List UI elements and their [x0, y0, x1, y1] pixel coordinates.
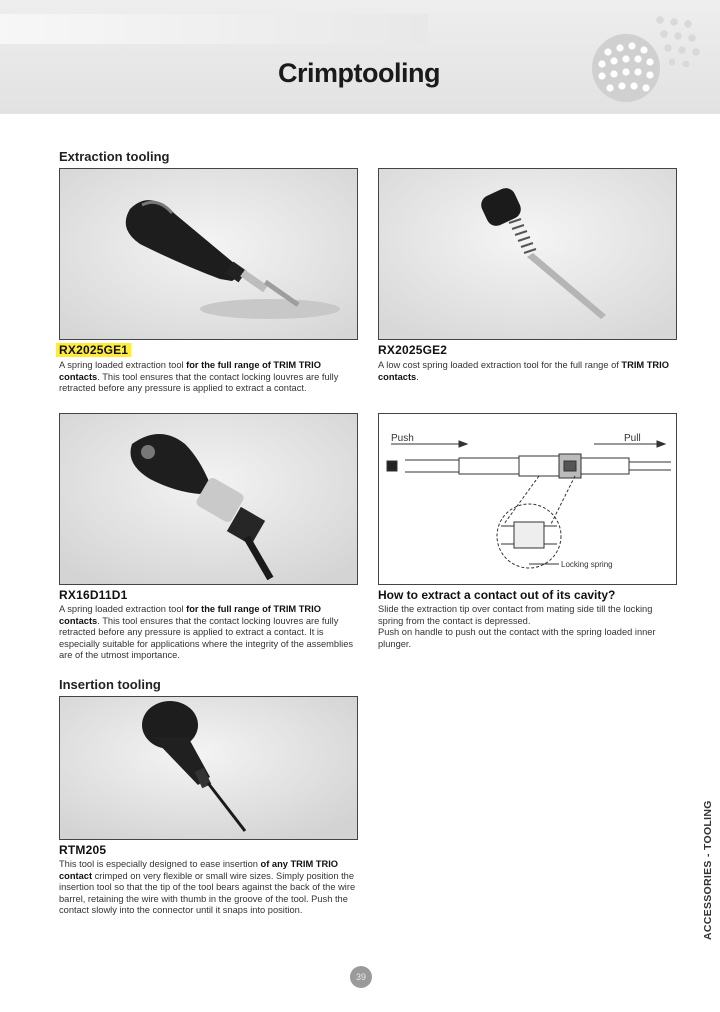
rx16d11d1-description: A spring loaded extraction tool for the full range of TRIM TRIO contacts. This tool ensures that the contact locking louvres are fully retracted before any pressure is applied to extract a contact. It is especially suitable for applications where the integrity of the assemblies are of the utmost importance.: [59, 604, 354, 661]
diagram-spring-label: Locking spring: [561, 560, 613, 569]
rx2025ge2-description: A low cost spring loaded extraction tool for the full range of TRIM TRIO contacts.: [378, 360, 669, 382]
extraction-diagram-drawing: [379, 414, 676, 584]
side-section-label: ACCESSORIES - TOOLING: [702, 800, 714, 940]
extraction-diagram: [378, 413, 677, 585]
howto-description: Slide the extraction tip over contact from mating side till the locking spring from the contact is depressed. Push on handle to push out the contact with the spring loaded inner plunger.: [378, 604, 656, 649]
diagram-push-label: Push: [391, 433, 414, 444]
header-strip: [0, 14, 428, 44]
rtm205-photo: [59, 696, 358, 840]
extraction-tooling-heading: Extraction tooling: [59, 149, 170, 164]
product-code-rx16d11d1: RX16D11D1: [59, 588, 128, 602]
product-code-rx2025ge1: RX2025GE1: [56, 343, 131, 357]
extraction-tool-image: [60, 169, 357, 339]
diagram-pull-label: Pull: [624, 433, 641, 444]
page-title: Crimptooling: [278, 58, 440, 88]
page-number: 39: [350, 966, 372, 988]
dotted-circle-logo: [584, 8, 714, 108]
howto-heading: How to extract a contact out of its cavity?: [378, 588, 616, 602]
rx2025ge2-photo: [378, 168, 677, 340]
insertion-tool-image: [60, 697, 357, 839]
product-code-rtm205: RTM205: [59, 843, 107, 857]
insertion-tooling-heading: Insertion tooling: [59, 677, 161, 692]
heavy-duty-extraction-tool-image: [60, 414, 357, 584]
rx16d11d1-photo: [59, 413, 358, 585]
rx2025ge1-photo: [59, 168, 358, 340]
product-code-rx2025ge2: RX2025GE2: [378, 343, 448, 357]
rtm205-description: This tool is especially designed to ease insertion of any TRIM TRIO contact crimped on very flexible or small wire sizes. Simply position the insertion tool so that the tip of the tool bears against the back of the wire barrel, retaining the wire with thumb in the groove of the tool. Push the contact slowly into the connector until it snaps into position.: [59, 859, 356, 916]
low-cost-extraction-tool-image: [379, 169, 676, 339]
rx2025ge1-description: A spring loaded extraction tool for the full range of TRIM TRIO contacts. This tool ensures that the contact locking louvres are fully retracted before any pressure is applied to extract a contact.: [59, 360, 339, 394]
